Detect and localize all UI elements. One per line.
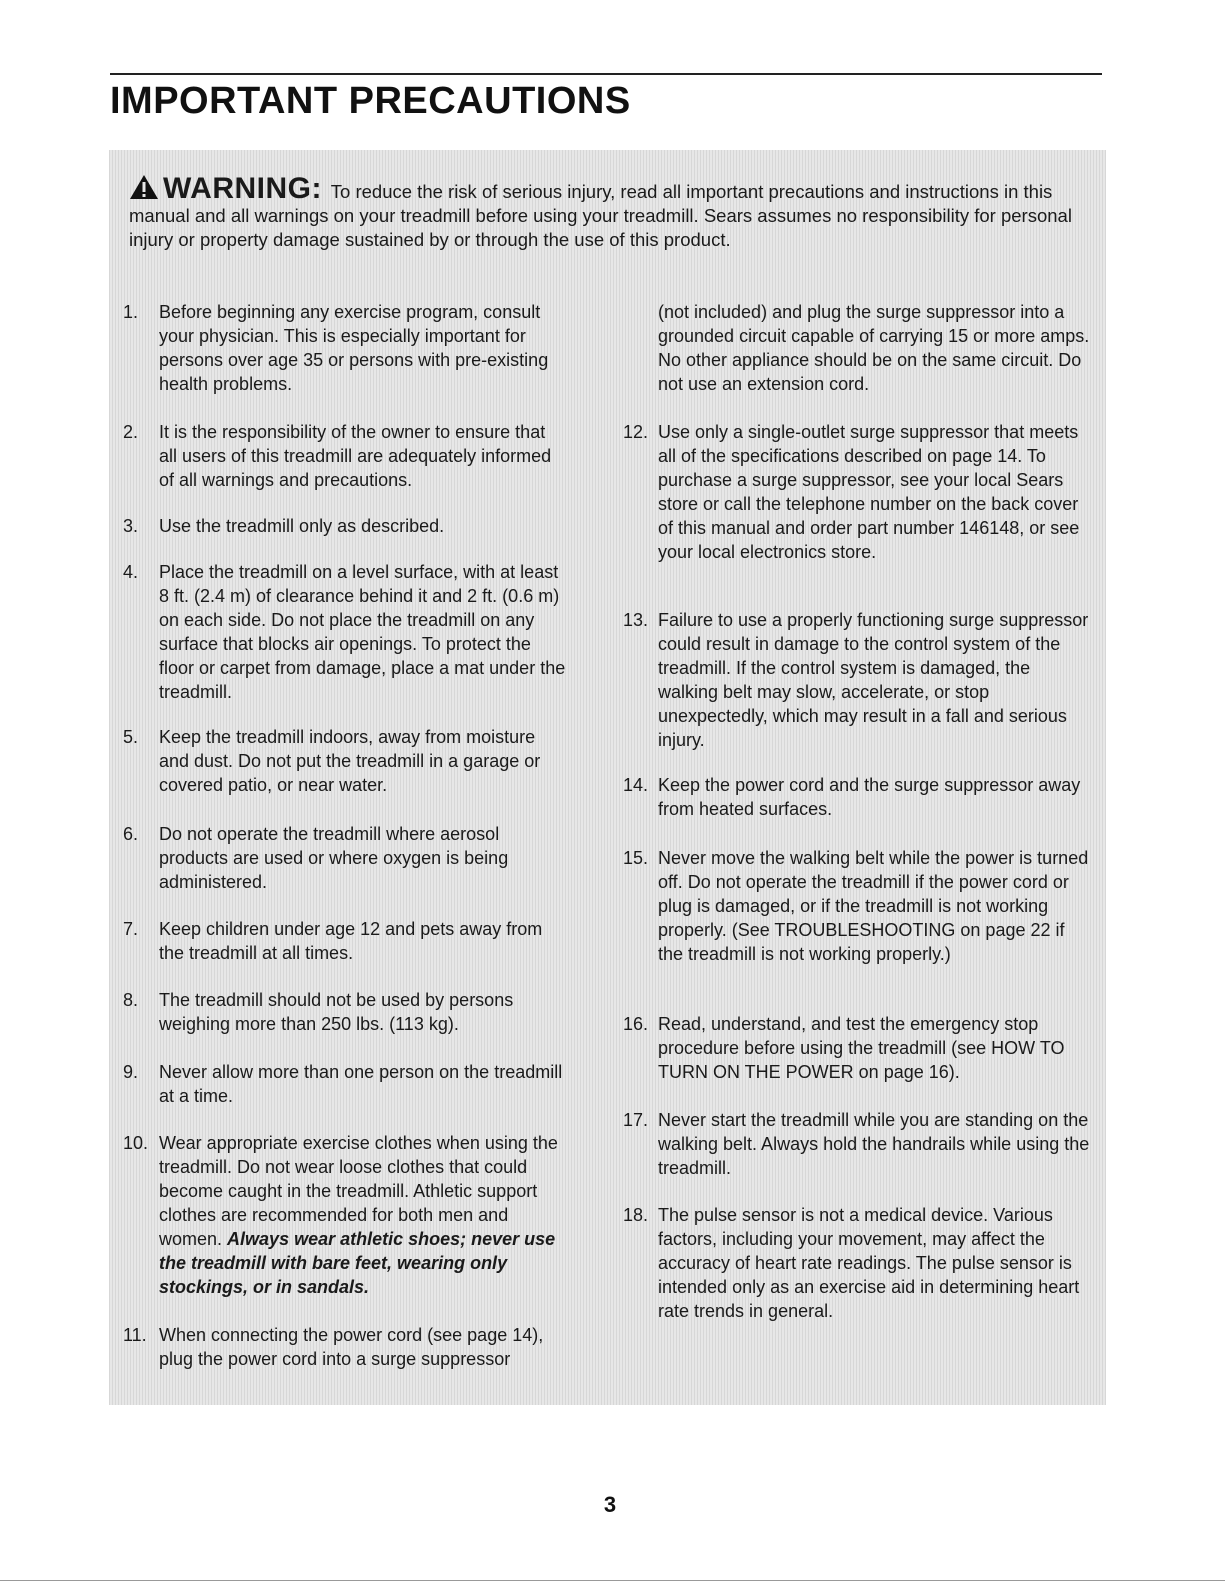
item-number: 8.: [123, 990, 139, 1010]
precaution-item-11: [123, 1323, 568, 1371]
item-text: Never allow more than one person on the treadmill at a time.: [159, 1062, 563, 1106]
precaution-item-6: [123, 822, 568, 894]
item-number: 18.: [623, 1205, 649, 1225]
precaution-item-16: [623, 1012, 1093, 1084]
item-text-plain: Wear appropriate exercise clothes when using the treadmill. Do not wear loose clothes that could become caught in the treadmill. Athletic support clothes are recommended for both men and women.: [159, 1133, 558, 1249]
precaution-item-13: [623, 608, 1093, 752]
item-text: Failure to use a properly functioning surge suppressor could result in damage to the control system of the treadmill. If the control system is damaged, the walking belt may slow, accelerate, or stop unexpectedly, which may result in a fall and serious injury.: [658, 610, 1089, 750]
precaution-item-14: [623, 773, 1093, 821]
precaution-item-11-continued: [623, 300, 1093, 396]
item-text: Place the treadmill on a level surface, with at least 8 ft. (2.4 m) of clearance behind it and 2 ft. (0.6 m) on each side. Do not place the treadmill on any surface that blocks air openings. To protect the floor or carpet from damage, place a mat under the treadmill.: [159, 562, 566, 702]
item-text: Do not operate the treadmill where aerosol products are used or where oxygen is being administered.: [159, 824, 509, 892]
warning-heading: WARNING:: [163, 172, 322, 205]
precaution-item-1: [123, 300, 568, 396]
page-number: 3: [603, 1492, 617, 1517]
item-text: Never move the walking belt while the power is turned off. Do not operate the treadmill if the power cord or plug is damaged, or if the treadmill is not working properly. (See TROUBLESHOOTING on page 22 if the treadmill is not working properly.): [658, 848, 1089, 964]
item-text: Use only a single-outlet surge suppressor that meets all of the specifications described on page 14. To purchase a surge suppressor, see your local Sears store or call the telephone number on the back cover of this manual and order part number 146148, or see your local electronics store.: [658, 422, 1080, 562]
precaution-item-12: [623, 420, 1093, 564]
bottom-rule: [0, 1580, 1225, 1581]
top-rule: [110, 73, 1102, 75]
item-number: 11.: [123, 1325, 147, 1345]
precaution-item-7: [123, 917, 568, 965]
item-text: (not included) and plug the surge suppressor into a grounded circuit capable of carrying 15 or more amps. No other appliance should be on the same circuit. Do not use an extension cord.: [658, 302, 1090, 394]
item-text: It is the responsibility of the owner to ensure that all users of this treadmill are adequately informed of all warnings and precautions.: [159, 422, 552, 490]
item-text: Keep the power cord and the surge suppressor away from heated surfaces.: [658, 775, 1081, 819]
item-number: 7.: [123, 919, 139, 939]
item-number: 12.: [623, 422, 649, 442]
warning-panel: [109, 150, 1106, 1405]
precaution-item-9: [123, 1060, 568, 1108]
item-number: 17.: [623, 1110, 649, 1130]
item-number: 2.: [123, 422, 139, 442]
item-number: 5.: [123, 727, 139, 747]
warning-paragraph: [129, 174, 1084, 252]
item-number: 6.: [123, 824, 139, 844]
item-number: 1.: [123, 302, 139, 322]
item-text: Read, understand, and test the emergency stop procedure before using the treadmill (see HOW TO TURN ON THE POWER on page 16).: [658, 1014, 1065, 1082]
precaution-item-17: [623, 1108, 1093, 1180]
item-text: When connecting the power cord (see page 14), plug the power cord into a surge suppressor: [159, 1325, 544, 1369]
item-text: [123, 1131, 568, 1299]
item-number: 10.: [123, 1133, 149, 1153]
item-number: 4.: [123, 562, 139, 582]
item-number: 16.: [623, 1014, 649, 1034]
precaution-item-5: [123, 725, 568, 797]
item-text: The treadmill should not be used by persons weighing more than 250 lbs. (113 kg).: [159, 990, 514, 1034]
item-number: 3.: [123, 516, 139, 536]
item-text-italic: Always wear athletic shoes; never use the treadmill with bare feet, wearing only stockings, or in sandals.: [159, 1229, 556, 1297]
warning-text: To reduce the risk of serious injury, read all important precautions and instructions in this manual and all warnings on your treadmill before using your treadmill. Sears assumes no responsibility for personal injury or property damage sustained by or through the use of this product.: [129, 181, 1072, 250]
page-title: IMPORTANT PRECAUTIONS: [110, 80, 631, 122]
item-text: Never start the treadmill while you are standing on the walking belt. Always hold the handrails while using the treadmill.: [658, 1110, 1090, 1178]
precaution-item-2: [123, 420, 568, 492]
precaution-item-15: [623, 846, 1093, 966]
item-number: 9.: [123, 1062, 139, 1082]
precaution-item-4: [123, 560, 568, 704]
item-text: Keep children under age 12 and pets away from the treadmill at all times.: [159, 919, 543, 963]
item-text: Before beginning any exercise program, consult your physician. This is especially important for persons over age 35 or persons with pre-existing health problems.: [159, 302, 549, 394]
item-number: 15.: [623, 848, 649, 868]
precaution-item-18: [623, 1203, 1093, 1323]
item-number: 13.: [623, 610, 649, 630]
warning-triangle-icon: [129, 174, 159, 200]
precaution-item-3: [123, 514, 568, 538]
precaution-item-10: [123, 1131, 568, 1299]
item-number: 14.: [623, 775, 649, 795]
item-text: Use the treadmill only as described.: [159, 516, 445, 536]
item-text: Keep the treadmill indoors, away from moisture and dust. Do not put the treadmill in a garage or covered patio, or near water.: [159, 727, 541, 795]
item-text: The pulse sensor is not a medical device. Various factors, including your movement, may affect the accuracy of heart rate readings. The pulse sensor is intended only as an exercise aid in determining heart rate trends in general.: [658, 1205, 1080, 1321]
precaution-item-8: [123, 988, 568, 1036]
